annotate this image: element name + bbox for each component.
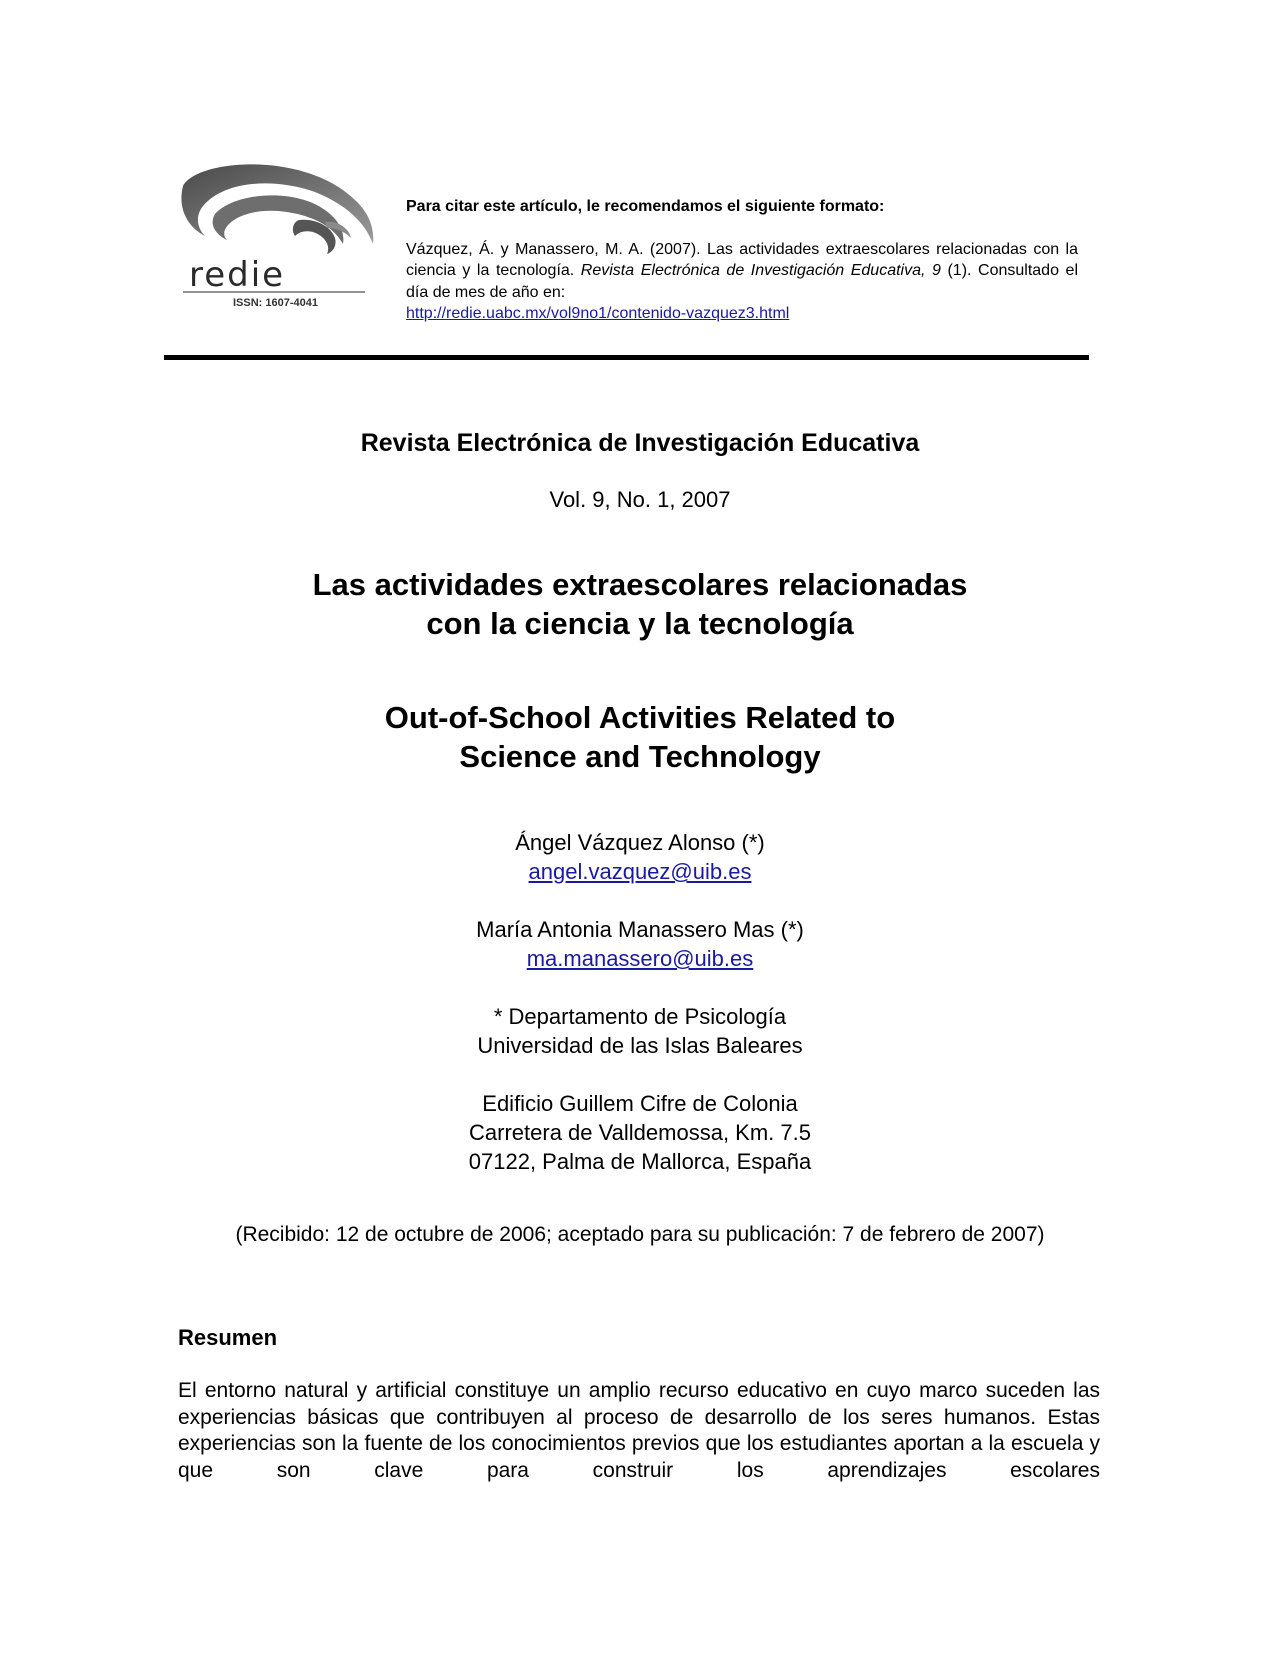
citation-journal: Revista Electrónica de Investigación Educativa, 9 — [580, 262, 941, 279]
redie-logo — [175, 158, 390, 318]
abstract-text: El entorno natural y artificial constituye un amplio recurso educativo en cuyo marco suceden las experiencias básicas que contribuyen al proceso de desarrollo de los seres humanos. Estas experiencias son la fuente de los conocimientos previos que los estudiantes aportan a la escuela y que son clave para construir los aprendizajes escolares — [178, 1379, 1100, 1482]
article-title-english — [140, 698, 1140, 776]
redie-wordmark: redie — [189, 255, 286, 295]
title-es-line-2: con la ciencia y la tecnología — [426, 606, 854, 641]
affiliation-department: * Departamento de Psicología — [493, 1004, 787, 1029]
author-email-link[interactable]: ma.manassero@uib.es — [526, 946, 754, 971]
article-title-spanish — [140, 565, 1140, 643]
title-es-line-1: Las actividades extraescolares relacionadas — [312, 567, 968, 602]
address-building: Edificio Guillem Cifre de Colonia — [482, 1091, 798, 1116]
author-name: Ángel Vázquez Alonso (*) — [515, 830, 765, 855]
citation-text — [406, 239, 1078, 325]
citation-heading: Para citar este artículo, le recomendamos el siguiente formato: — [406, 198, 885, 215]
author-email-link[interactable]: angel.vazquez@uib.es — [528, 859, 752, 884]
citation-reference: Vázquez, Á. y Manassero, M. A. (2007). Las actividades extraescolares relacionadas con la ciencia y la tecnología. — [406, 240, 1078, 279]
citation-url-link[interactable]: http://redie.uabc.mx/vol9no1/contenido-vazquez3.html — [406, 305, 790, 322]
journal-volume: Vol. 9, No. 1, 2007 — [549, 487, 731, 512]
citation-block — [406, 196, 1078, 325]
abstract-heading: Resumen — [178, 1325, 278, 1350]
header-divider — [164, 355, 1089, 360]
address-street: Carretera de Valldemossa, Km. 7.5 — [469, 1120, 811, 1145]
title-en-line-1: Out-of-School Activities Related to — [384, 700, 896, 735]
title-en-line-2: Science and Technology — [459, 739, 821, 774]
author-name: María Antonia Manassero Mas (*) — [476, 917, 804, 942]
affiliation-university: Universidad de las Islas Baleares — [477, 1033, 803, 1058]
address-city: 07122, Palma de Mallorca, España — [468, 1149, 812, 1174]
redie-issn: ISSN: 1607-4041 — [233, 297, 318, 309]
journal-name: Revista Electrónica de Investigación Educativa — [360, 429, 920, 457]
author-block — [140, 828, 1140, 1176]
citation-issue-consulted: (1). Consultado el día de mes de año en: — [406, 262, 1078, 301]
redie-swoosh-graphic — [175, 158, 390, 318]
received-dates: (Recibido: 12 de octubre de 2006; aceptado para su publicación: 7 de febrero de 2007) — [235, 1223, 1045, 1246]
